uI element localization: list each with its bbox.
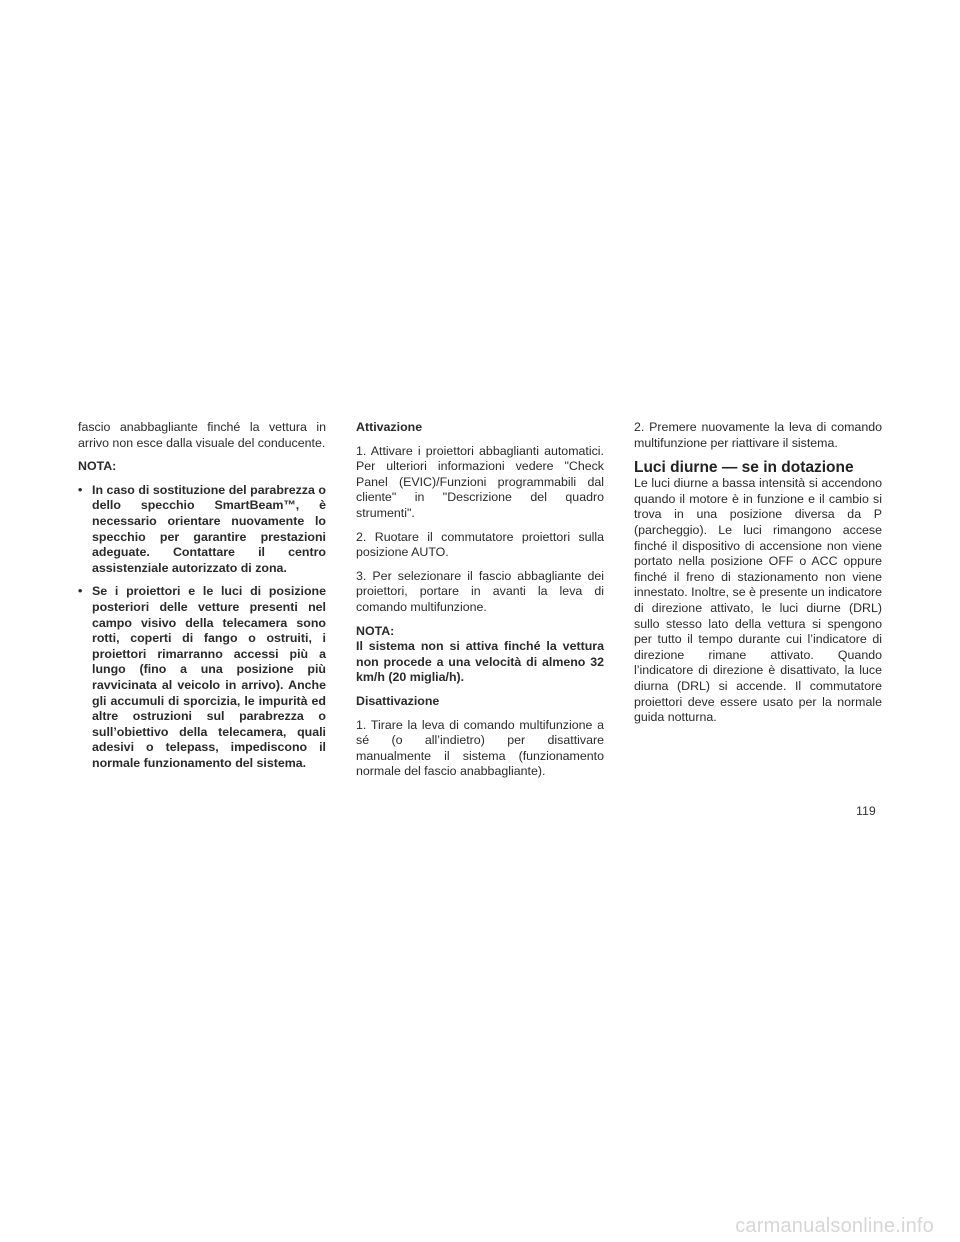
disattivazione-step-2: 2. Premere nuovamente la leva di comando multifunzione per riattivare il sistema. [634, 420, 882, 450]
column-middle [356, 420, 604, 788]
attivazione-heading: Attivazione [356, 420, 423, 434]
section-text: Le luci diurne a bassa intensità si accendono quando il motore è in funzione e il cambio si trova in una posizione diversa da P (parcheggio). Le luci rimangono accese finché il dispositivo di accensione non viene portato nella posizione OFF o ACC oppure finché il freno di stazionamento non viene innestato. Inoltre, se è presente un indicatore di direzione attivato, le luci diurne (DRL) sullo stesso lato della vettura si spengono per tutto il tempo durante cui l’indicatore di direzione rimane attivato. Quando l’indicatore di direzione è disattivato, la luce diurna (DRL) si accende. Il commutatore proiettori deve essere usato per la normale guida notturna. [634, 476, 882, 725]
bullet-dot-icon: • [78, 584, 83, 599]
step-2: 2. Ruotare il commutatore proiettori sulla posizione AUTO. [356, 529, 604, 560]
nota-text: Il sistema non si attiva finché la vettura non procede a una velocità di almeno 32 km/h (20 miglia/h). [356, 639, 604, 685]
column-right [634, 420, 882, 734]
intro-paragraph: fascio anabbagliante finché la vettura in arrivo non esce dalla visuale del conducente. [78, 420, 326, 450]
bullet-item [78, 584, 326, 771]
disattivazione-step-1: 1. Tirare la leva di comando multifunzione a sé (o all’indietro) per disattivare manualmente il sistema (funzionamento normale del fascio anabbagliante). [356, 717, 604, 779]
bullet-text: In caso di sostituzione del parabrezza o dello specchio SmartBeam™, è necessario orientare nuovamente lo specchio per garantire prestazioni adeguate. Contattare il centro assistenziale autorizzato di zona. [92, 482, 326, 575]
footer-watermark: carmanualsonline.info [735, 1215, 934, 1237]
nota-label: NOTA: [78, 459, 117, 474]
page-number: 119 [856, 804, 876, 818]
bullet-text: Se i proiettori e le luci di posizione posteriori delle vetture presenti nel campo visivo della telecamera sono rotti, coperti di fango o ostruiti, i proiettori rimarranno accessi più a lungo (fino a una posizione più ravvicinata al veicolo in arrivo). Anche gli accumuli di sporcizia, le impurità ed altre ostruzioni sul parabrezza o sull’obiettivo della telecamera, quali adesivi o telepass, impediscono il normale funzionamento del sistema. [92, 584, 326, 770]
step-1: 1. Attivare i proiettori abbaglianti automatici. Per ulteriori informazioni vedere "Check Panel (EVIC)/Funzioni programmabili dal cliente" in "Descrizione del quadro strumenti". [356, 443, 604, 520]
step-3: 3. Per selezionare il fascio abbagliante dei proiettori, portare in avanti la leva di comando multifunzione. [356, 568, 604, 614]
nota-label: NOTA: [356, 623, 395, 638]
bullet-item [78, 483, 326, 577]
bullet-dot-icon: • [78, 482, 83, 497]
section-title: Luci diurne — se in dotazione [634, 459, 854, 477]
column-left [78, 420, 326, 779]
disattivazione-heading: Disattivazione [356, 693, 440, 708]
